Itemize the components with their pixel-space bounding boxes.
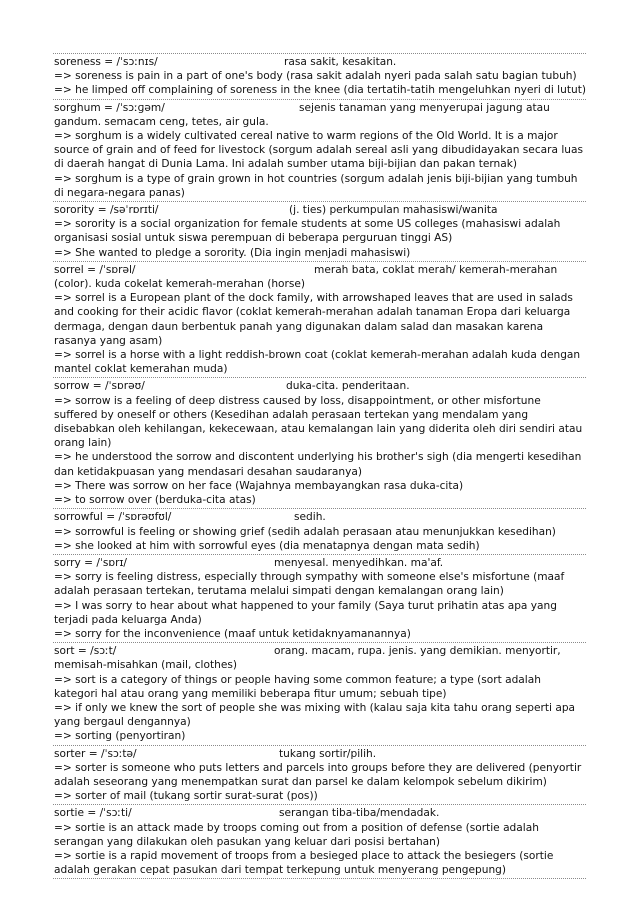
example-line: => if only we knew the sort of people she was mixing with (kalau saja kita tahu orang seperti apa yang bergaul dengannya) — [54, 701, 576, 729]
headword-meaning: menyesal. menyedihkan. ma'af. — [274, 556, 444, 569]
example-line: => sorting (penyortiran) — [54, 730, 186, 743]
example-line: => soreness is pain in a part of one's body (rasa sakit adalah nyeri pada salah satu bagian tubuh) — [54, 70, 577, 83]
entry-headline — [54, 263, 586, 291]
example-line: => There was sorrow on her face (Wajahnya membayangkan rasa duka-cita) — [54, 479, 464, 492]
headword-meaning: rasa sakit, kesakitan. — [284, 56, 397, 68]
headword-meaning: orang. macam, rupa. jenis. yang demikian. menyortir, memisah-misahkan (mail, clothes) — [54, 645, 561, 672]
example-line: => he understood the sorrow and discontent underlying his brother's sigh (dia mengerti kesedihan dan ketidakpuasan yang mendasari desahan saudaranya) — [54, 451, 582, 478]
example-line: => sorrel is a European plant of the dock family, with arrowshaped leaves that are used in salads and cooking for their acidic flavor (coklat kemerah-merahan adalah tanaman Eropa dari keluarga dermaga, dengan daun berbentuk panah yang digunakan dalam salad dan masakan karena rasanya yang asam) — [54, 292, 573, 347]
headword-meaning: (j. ties) perkumpulan mahasiswi/wanita — [289, 204, 498, 217]
entry-headline — [54, 806, 586, 820]
headword: sorority = /səˈrɒrɪti/ — [54, 204, 159, 217]
example-line: => I was sorry to hear about what happened to your family (Saya turut prihatin atas apa yang terjadi pada keluarga Anda) — [54, 599, 557, 626]
headword: sorry = /ˈsɒrɪ/ — [54, 556, 127, 569]
example-line: => sortie is a rapid movement of troops from a besieged place to attack the besiegers (sortie adalah gerakan cepat pasukan dari tempat terkepung untuk menyerang pengepung) — [54, 849, 554, 877]
entry-headline — [54, 556, 586, 570]
entry-headline — [54, 747, 586, 761]
dictionary-entry — [53, 555, 586, 643]
headword: sorrowful = /ˈsɒrəʊfʊl/ — [54, 511, 172, 524]
example-line: => sorter is someone who puts letters and parcels into groups before they are delivered (penyortir adalah seseorang yang menempatkan surat dan parsel ke dalam kelompok sebelum dikirim) — [54, 761, 582, 788]
headword-meaning: serangan tiba-tiba/mendadak. — [279, 807, 440, 820]
example-line: => to sorrow over (berduka-cita atas) — [54, 494, 256, 507]
entry-headline — [54, 203, 586, 217]
dictionary-entry — [53, 643, 586, 745]
headword: soreness = /ˈsɔːnɪs/ — [54, 56, 158, 68]
dictionary-entry — [53, 202, 586, 262]
example-line: => sorrel is a horse with a light reddish-brown coat (coklat kemerah-merahan adalah kuda dengan mantel coklat kemerahan muda) — [54, 349, 581, 376]
entry-headline — [54, 644, 586, 672]
headword: sorrel = /ˈsɒrəl/ — [54, 263, 136, 276]
headword: sorter = /ˈsɔːtə/ — [54, 747, 137, 760]
headword: sortie = /ˈsɔːti/ — [54, 807, 132, 820]
headword-meaning: sejenis tanaman yang menyerupai jagung atau gandum. semacam ceng, tetes, air gula. — [54, 101, 550, 128]
headword-meaning: tukang sortir/pilih. — [279, 747, 377, 760]
example-line: => sorrow is a feeling of deep distress caused by loss, disappointment, or other misfortune suffered by oneself or others (Kesedihan adalah perasaan tertekan yang mendalam yang disebabkan oleh kehilangan, kekecewaan, atau kemalangan lain yang diderita oleh diri sendiri atau orang lain) — [54, 394, 583, 450]
example-line: => sorter of mail (tukang sortir surat-surat (pos)) — [54, 790, 318, 803]
example-line: => sorry is feeling distress, especially through sympathy with someone else's misfortune (maaf adalah perasaan tertekan, terutama melalui simpati dengan kemalangan orang lain) — [54, 571, 565, 598]
example-line: => sorry for the inconvenience (maaf untuk ketidaknyamanannya) — [54, 627, 411, 640]
dictionary-entries — [53, 53, 586, 879]
example-line: => sortie is an attack made by troops coming out from a position of defense (sortie adalah serangan yang dilakukan oleh pasukan yang keluar dari posisi bertahan) — [54, 821, 539, 848]
headword: sort = /sɔːt/ — [54, 645, 117, 658]
example-line: => sorghum is a widely cultivated cereal native to warm regions of the Old World. It is a major source of grain and of feed for livestock (sorgum adalah sereal asli yang dibudidayakan secara luas di daerah hangat di Dunia Lama. Ini adalah sumber utama biji-bijian dan pakan ternak) — [54, 130, 584, 171]
entry-headline — [54, 101, 586, 129]
dictionary-entry — [53, 54, 586, 100]
headword-meaning: sedih. — [294, 511, 326, 524]
headword-meaning: duka-cita. penderitaan. — [286, 380, 410, 393]
example-line: => sorghum is a type of grain grown in hot countries (sorgum adalah jenis biji-bijian yang tumbuh di negara-negara panas) — [54, 172, 578, 199]
example-line: => She wanted to pledge a sorority. (Dia ingin menjadi mahasiswi) — [54, 246, 411, 259]
dictionary-entry — [53, 805, 586, 879]
entry-headline — [54, 55, 586, 69]
headword-meaning: merah bata, coklat merah/ kemerah-merahan (color). kuda cokelat kemerah-merahan (horse) — [54, 263, 558, 291]
dictionary-entry — [53, 378, 586, 509]
dictionary-entry — [53, 509, 586, 555]
example-line: => sort is a category of things or people having some common feature; a type (sort adalah kategori hal atau orang yang memiliki beberapa fitur umum; sebuah tipe) — [54, 673, 541, 700]
dictionary-entry — [53, 100, 586, 202]
example-line: => sorority is a social organization for female students at some US colleges (mahasiswi adalah organisasi sosial untuk siswa perempuan di beberapa perguruan tinggi AS) — [54, 218, 561, 245]
entry-headline — [54, 379, 586, 393]
headword: sorghum = /ˈsɔːɡəm/ — [54, 101, 165, 114]
dictionary-entry — [53, 262, 586, 379]
headword: sorrow = /ˈsɒrəʊ/ — [54, 380, 145, 393]
example-line: => sorrowful is feeling or showing grief (sedih adalah perasaan atau menunjukkan kesedihan) — [54, 525, 556, 538]
entry-headline — [54, 510, 586, 524]
example-line: => he limped off complaining of soreness in the knee (dia tertatih-tatih mengeluhkan nyeri di lutut) — [54, 84, 586, 97]
example-line: => she looked at him with sorrowful eyes (dia menatapnya dengan mata sedih) — [54, 539, 480, 552]
dictionary-entry — [53, 746, 586, 806]
